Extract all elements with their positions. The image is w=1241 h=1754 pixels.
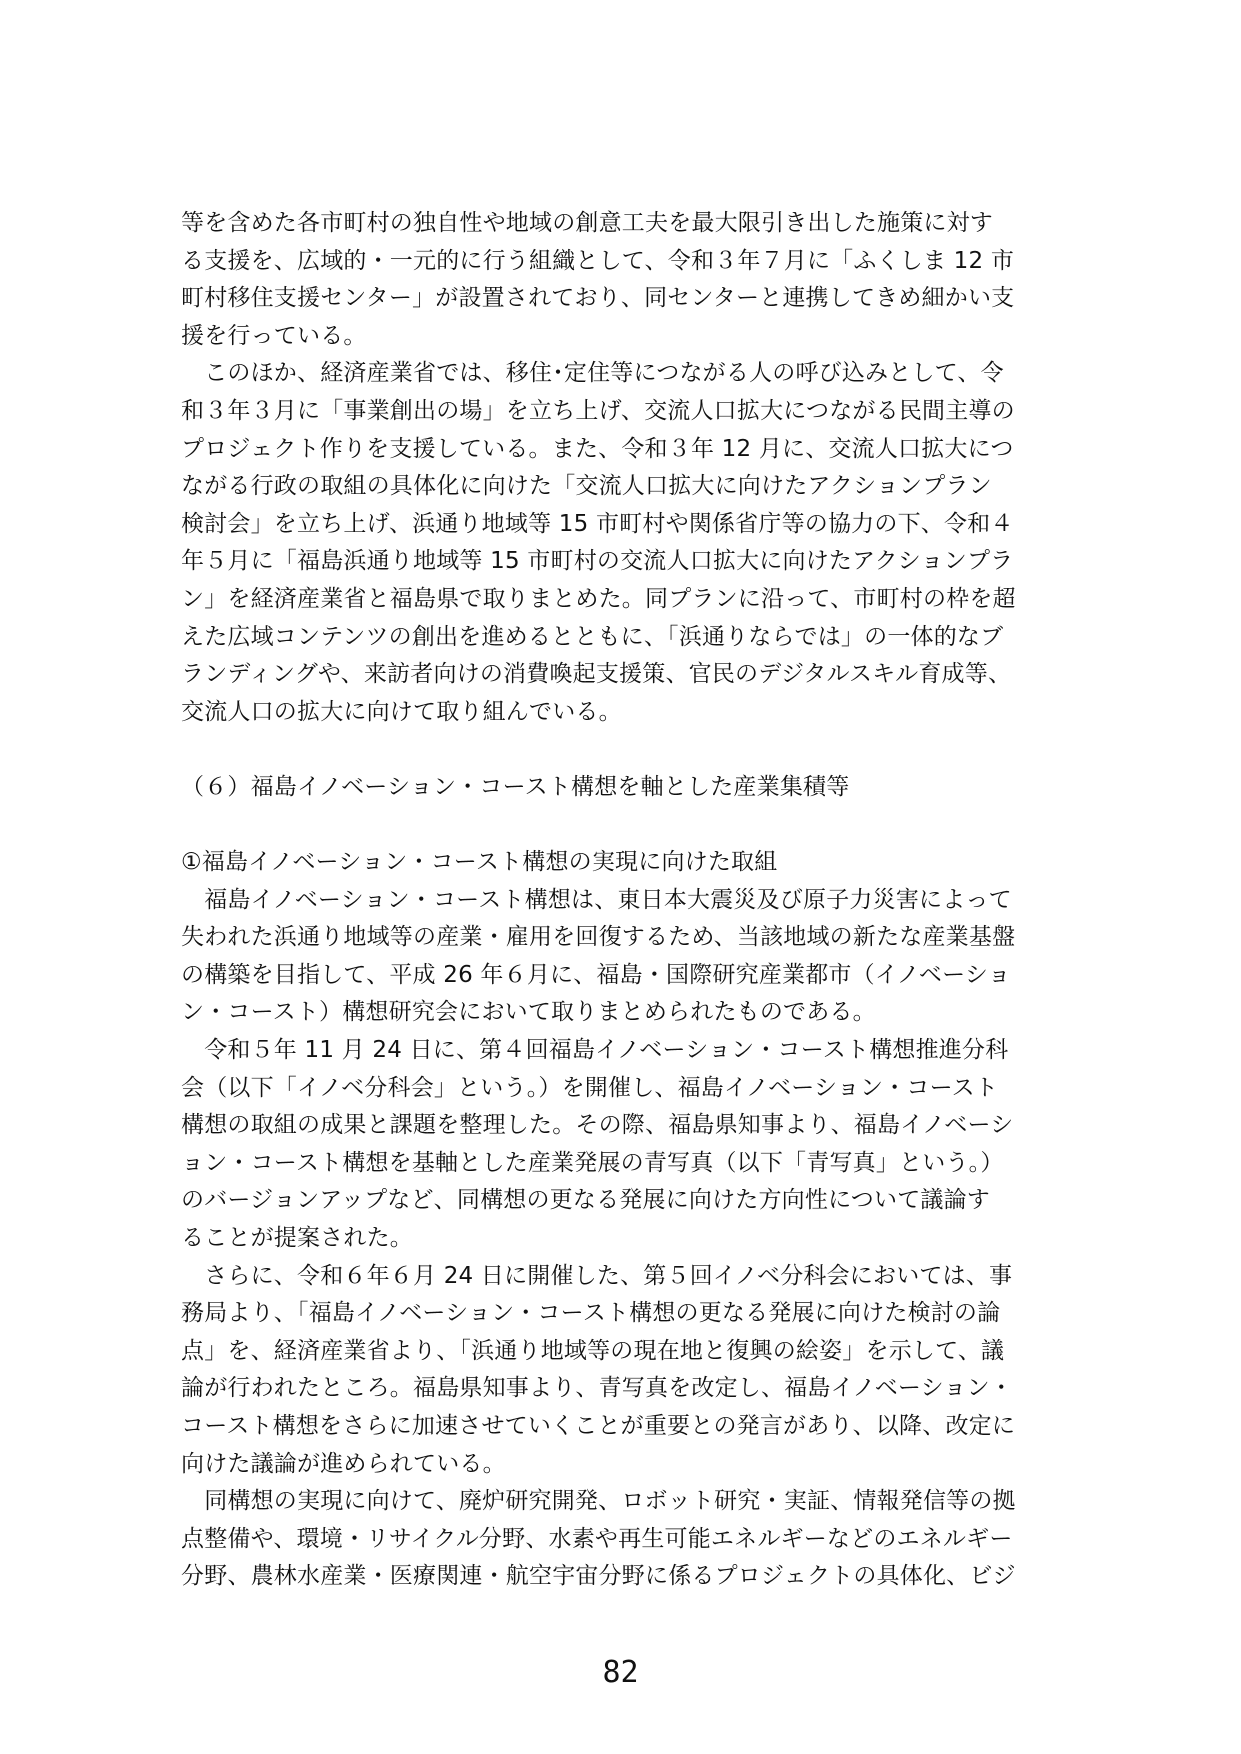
paragraph-line: 援を行っている。 [181, 322, 367, 349]
section-heading: （６）福島イノベーション・コースト構想を軸とした産業集積等 [181, 773, 850, 800]
paragraph-line: 令和５年 11 月 24 日に、第４回福島イノベーション・コースト構想推進分科 [181, 1037, 1009, 1064]
paragraph-line: 和３年３月に「事業創出の場」を立ち上げ、交流人口拡大につながる民間主導の [181, 397, 1015, 424]
paragraph-line: 点整備や、環境・リサイクル分野、水素や再生可能エネルギーなどのエネルギー [181, 1525, 1013, 1552]
paragraph-line: のバージョンアップなど、同構想の更なる発展に向けた方向性について議論す [181, 1187, 991, 1214]
paragraph-line: さらに、令和６年６月 24 日に開催した、第５回イノベ分科会においては、事 [181, 1262, 1013, 1289]
paragraph-line: ながる行政の取組の具体化に向けた「交流人口拡大に向けたアクションプラン [181, 473, 992, 500]
paragraph-line: 向けた議論が進められている。 [181, 1450, 506, 1477]
paragraph-line: 分野、農林水産業・医療関連・航空宇宙分野に係るプロジェクトの具体化、ビジ [181, 1563, 1016, 1590]
paragraph-line: 失われた浜通り地域等の産業・雇用を回復するため、当該地域の新たな産業基盤 [181, 924, 1016, 951]
paragraph-line: このほか、経済産業省では、移住･定住等につながる人の呼び込みとして、令 [181, 360, 1004, 387]
paragraph-line: えた広域コンテンツの創出を進めるとともに、「浜通りならでは」の一体的なブ [181, 623, 1004, 650]
paragraph-line: る支援を、広域的・一元的に行う組織として、令和３年７月に「ふくしま 12 市 [181, 247, 1015, 274]
paragraph-line: コースト構想をさらに加速させていくことが重要との発言があり、以降、改定に [181, 1413, 1016, 1439]
paragraph-line: 等を含めた各市町村の独自性や地域の創意工夫を最大限引き出した施策に対す [181, 210, 994, 236]
paragraph-line: 町村移住支援センター」が設置されており、同センターと連携してきめ細かい支 [181, 285, 1015, 312]
paragraph-line: 交流人口の拡大に向けて取り組んでいる。 [181, 698, 622, 725]
paragraph-line: ランディングや、来訪者向けの消費喚起支援策、官民のデジタルスキル育成等、 [181, 661, 1012, 688]
paragraph-line: 同構想の実現に向けて、廃炉研究開発、ロボット研究・実証、情報発信等の拠 [181, 1488, 1016, 1515]
paragraph-line: 論が行われたところ。福島県知事より、青写真を改定し、福島イノベーション・ [181, 1375, 1013, 1402]
paragraph-line: 会（以下「イノベ分科会」という。）を開催し、福島イノベーション・コースト [181, 1074, 999, 1101]
paragraph-line: 務局より、「福島イノベーション・コースト構想の更なる発展に向けた検討の論 [181, 1300, 1001, 1327]
paragraph-line: ョン・コースト構想を基軸とした産業発展の青写真（以下「青写真」という。） [181, 1149, 1004, 1176]
page-number: 82 [602, 1655, 639, 1690]
paragraph-line: ることが提案された。 [181, 1225, 413, 1252]
spacer [181, 807, 1069, 845]
paragraph-line: の構築を目指して、平成 26 年６月に、福島・国際研究産業都市（イノベーショ [181, 961, 1011, 988]
paragraph-line: 構想の取組の成果と課題を整理した。その際、福島県知事より、福島イノベーシ [181, 1112, 1014, 1139]
paragraph-line: ン・コースト）構想研究会において取りまとめられたものである。 [181, 999, 876, 1026]
paragraph-line: ン」を経済産業省と福島県で取りまとめた。同プランに沿って、市町村の枠を超 [181, 585, 1016, 612]
paragraph-line: 福島イノベーション・コースト構想は、東日本大震災及び原子力災害によって [181, 886, 1012, 913]
paragraph-line: 年５月に「福島浜通り地域等 15 市町村の交流人口拡大に向けたアクションプラ [181, 548, 1014, 575]
paragraph-line: 検討会」を立ち上げ、浜通り地域等 15 市町村や関係省庁等の協力の下、令和４ [181, 510, 1014, 537]
document-body [181, 205, 1069, 1596]
spacer [181, 731, 1069, 769]
subsection-heading: ①福島イノベーション・コースト構想の実現に向けた取組 [181, 849, 778, 876]
paragraph-line: 点」を、経済産業省より、「浜通り地域等の現在地と復興の絵姿」を示して、議 [181, 1337, 1005, 1364]
paragraph-line: プロジェクト作りを支援している。また、令和３年 12 月に、交流人口拡大につ [181, 435, 1014, 462]
